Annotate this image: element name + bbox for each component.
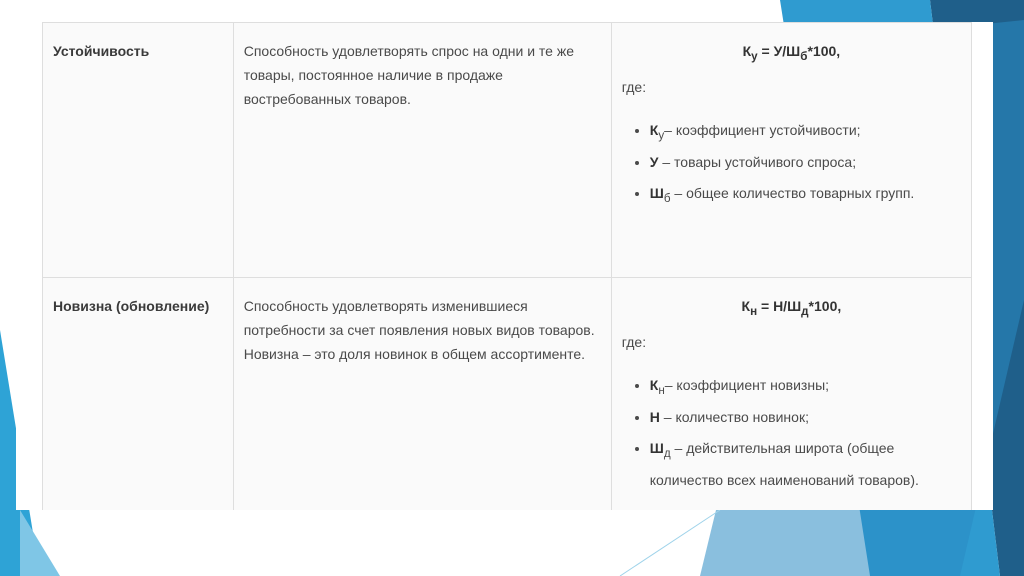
where-label: где: [621, 333, 647, 350]
list-item: • $К_н-$ коэффициент новизны; [650, 372, 961, 404]
list-item: • У – товары устойчивого спроса; [650, 149, 961, 181]
criterion-name: Устойчивость [43, 23, 234, 278]
criteria-table [42, 22, 972, 510]
criteria-table-image [16, 22, 993, 510]
list-item: • $Ш_д$ – действительная широта (общее количество всех наименований товаров). [650, 435, 961, 493]
criterion-description: Способность удовлетворять спрос на одни и те же товары, постоянное наличие в продаже востребованных товаров. [233, 23, 611, 278]
table-row [43, 23, 972, 278]
formula: $К_н = Н/Ш_д*100$, [741, 298, 842, 318]
legend-list [622, 117, 961, 212]
left-bottom-light [20, 510, 60, 576]
criterion-formula-cell [611, 278, 971, 511]
where-label: где: [621, 78, 647, 95]
criterion-description: Способность удовлетворять изменившиеся потребности за счет появления новых видов товаров. Новизна – это доля новинок в общем ассортименте. [233, 278, 611, 511]
criterion-formula-cell [611, 23, 971, 278]
formula: $К_у = У/Ш_б*100$, [742, 43, 841, 63]
list-item: • Н – количество новинок; [650, 404, 961, 436]
list-item: • $К_у-$ коэффициент устойчивости; [650, 117, 961, 149]
legend-list [622, 372, 961, 493]
table-row [43, 278, 972, 511]
list-item: • $Ш_б$ – общее количество товарных групп. [650, 180, 961, 212]
criterion-name: Новизна (обновление) [43, 278, 234, 511]
